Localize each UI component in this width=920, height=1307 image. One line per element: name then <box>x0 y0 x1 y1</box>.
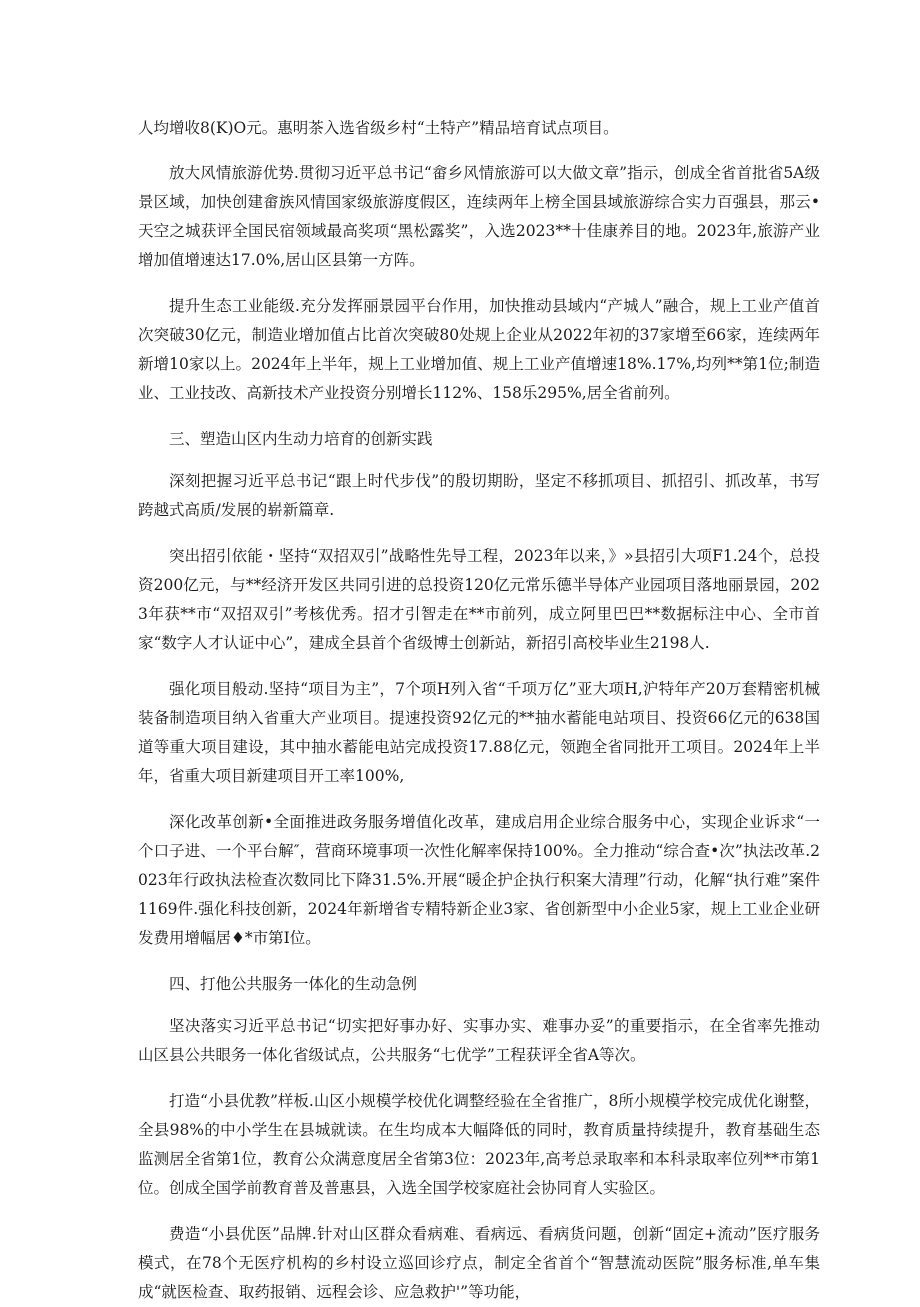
paragraph-tourism: 放大风情旅游优势.贯彻习近平总书记“畲乡风情旅游可以大做文章”指示，创成全省首批省5A级景区域，加快创建畲族风情国家级旅游度假区，连续两年上榜全国县域旅游综合实力百强县，那云•天空之城获评全国民宿领域最高奖项“黑松露奖”，入选2023**十佳康养目的地。2023年,旅游产业增加值增速达17.0%,居山区县第一方阵。 <box>138 164 820 269</box>
paragraph-investment: 突出招引依能・坚持“双招双引”战略性先导工程，2023年以来，》»县招引大项F1.24个，总投资200亿元，与**经济开发区共同引进的总投资120亿元常乐德半导体产业园项目落地丽景园，2023年获**市“双招双引”考核优秀。招才引智走在**市前列，成立阿里巴巴**数据标注中心、全市首家“数字人才认证中心”，建成全县首个省级博士创新站，新招引高校毕业生2198人. <box>138 547 820 652</box>
paragraph-section4-intro: 坚决落实习近平总书记“切实把好事办好、实事办实、难事办妥”的重要指示，在全省率先推动山区县公共眼务一体化省级试点，公共服务“七优学”工程获评全省A等次。 <box>138 1017 820 1064</box>
section-heading-3: 三、塑造山区内生动力培育的创新实践 <box>169 430 433 448</box>
section-heading-4: 四、打他公共服务一体化的生动急例 <box>169 975 418 993</box>
paragraph-section3-intro: 深刻把握习近平总书记“跟上时代步伐”的殷切期盼，坚定不移抓项目、抓招引、抓改革，书写跨越式高质/发展的崭新篇章. <box>138 472 820 519</box>
paragraph-industry: 提升生态工业能级.充分发挥丽景园平台作用，加快推动县域内“产城人”融合，规上工业产值首次突破30亿元，制造业增加值占比首次突破80处规上企业从2022年初的37家增至66家，连续两年新增10家以上。2024年上半年，规上工业增加值、规上工业产值增速18%.17%,均列**第1位;制造业、工业技改、高新技术产业投资分别增长112%、158乐295%,居全省前列。 <box>138 297 820 402</box>
paragraph-education: 打造“小县优教”样板.山区小规模学校优化调整经验在全省推广，8所小规模学校完成优化谢整，全县98%的中小学生在县城就读。在生均成本大幅降低的同时，教育质量持续提升，教育基础生态监测居全省第1位，教育公众满意度居全省第3位：2023年,高考总录取率和本科录取率位列**市第1位。创成全国学前教育普及普惠县，入选全国学校家庭社会协同育人实验区。 <box>138 1092 820 1197</box>
paragraph-projects: 强化项目般动.坚持“项目为主”，7个项H列入省“千项万亿”亚大项H,沪特年产20万套精密机械装备制造项目纳入省重大产业项目。提速投资92亿元的**抽水蓄能电站项目、投资66亿元的638国道等重大项目建设，其中抽水蓄能电站完成投资17.88亿元，领跑全省同批开工项目。2024年上半年，省重大项目新建项目开工率100%, <box>138 680 820 785</box>
paragraph-continuation: 人均增收8(K)O元。惠明茶入选省级乡村“土特产”精品培育试点项目。 <box>138 119 619 137</box>
paragraph-reform: 深化改革创新•全面推进政务服务增值化改革，建成启用企业综合服务中心，实现企业诉求“一个口子进、一个平台解″，营商环境事项一次性化解率保持100%。全力推动“综合查•次”执法改革.2023年行政执法检查次数同比下降31.5%.开展“暖企护企执行积案大清理”行动，化解“执行难”案件1169件.强化科技创新，2024年新增省专精特新企业3家、省创新型中小企业5家，规上工业企业研发费用增幅居♦*市第I位。 <box>138 813 820 947</box>
paragraph-healthcare: 费造“小县优医”品牌.针对山区群众看病难、看病远、看病货问题，创新“固定+流动”医疗服务模式，在78个无医疗机构的乡村设立巡回诊疗点，制定全省首个“智慧流动医院”服务标准,单车集成“就医检查、取药报销、远程会诊、应急救护'”等功能， <box>138 1225 820 1301</box>
